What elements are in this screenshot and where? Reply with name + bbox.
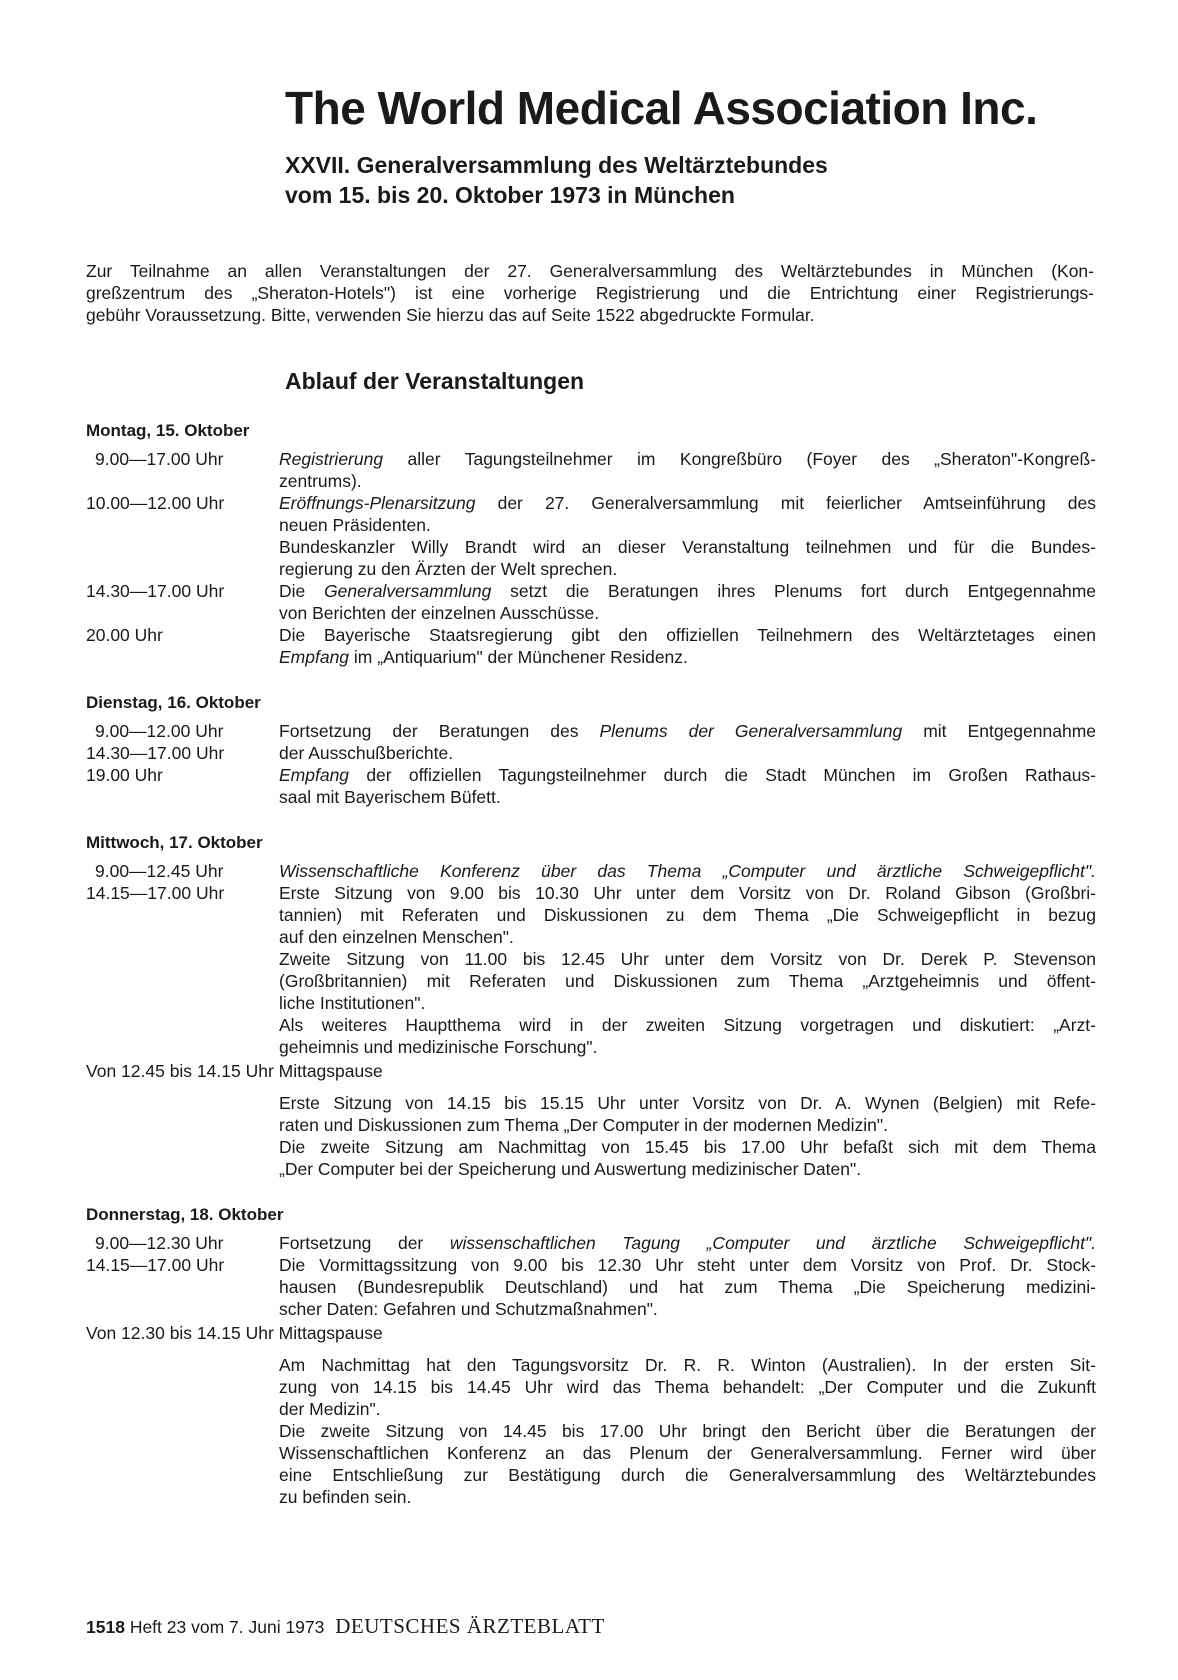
page-title: The World Medical Association Inc. <box>285 82 1038 134</box>
event-description <box>279 580 1096 624</box>
event-text: der Ausschußberichte. <box>279 743 454 763</box>
event-text: Die zweite Sitzung von 14.45 bis 17.00 Uhr bringt den Bericht über die Beratungen der <box>279 1421 1096 1441</box>
event-text: Wissenschaftlichen Konferenz an das Plenum der Generalversammlung. Ferner wird über <box>279 1443 1096 1463</box>
intro-paragraph <box>86 260 1094 326</box>
day-wednesday <box>86 832 1096 1180</box>
event-text: der 27. Generalversammlung mit feierlicher Amtseinführung des <box>475 493 1096 513</box>
event-emphasis: wissenschaftlichen Tagung „Computer und ärztliche Schweigepflicht". <box>449 1233 1096 1253</box>
time-slot-morning: 9.00—12.30 Uhr <box>95 1233 224 1253</box>
event-text: Am Nachmittag hat den Tagungsvorsitz Dr. R. R. Winton (Australien). In der ersten Sit- <box>279 1355 1096 1375</box>
event-text: Bundeskanzler Willy Brandt wird an dieser Veranstaltung teilnehmen und für die Bundes- <box>279 537 1096 557</box>
event-text: raten und Diskussionen zum Thema „Der Computer in der modernen Medizin". <box>279 1115 888 1135</box>
day-heading: Dienstag, 16. Oktober <box>86 693 261 712</box>
page-footer <box>86 1614 605 1639</box>
time-slot: 20.00 Uhr <box>86 625 163 645</box>
event-description <box>279 860 1096 1058</box>
event-text: im „Antiquarium" der Münchener Residenz. <box>349 647 688 667</box>
event-text: aller Tagungsteilnehmer im Kongreßbüro (Foyer des „Sheraton"-Kongreß- <box>383 449 1096 469</box>
event-emphasis: Eröffnungs-Plenarsitzung <box>279 493 476 513</box>
event-text: tannien) mit Referaten und Diskussionen zu dem Thema „Die Schweigepflicht in bezug <box>279 905 1096 925</box>
event-description <box>279 764 1096 808</box>
day-heading: Mittwoch, 17. Oktober <box>86 833 263 852</box>
issue-info: Heft 23 vom 7. Juni 1973 <box>129 1617 325 1637</box>
event-emphasis: Empfang <box>279 765 350 785</box>
event-text: „Der Computer bei der Speicherung und Auswertung medizinischer Daten". <box>279 1159 862 1179</box>
time-slot: 19.00 Uhr <box>86 765 163 785</box>
event-text: auf den einzelnen Menschen". <box>279 927 514 947</box>
event-description <box>279 1092 1096 1180</box>
event-text: setzt die Beratungen ihres Plenums fort durch Entgegennahme <box>491 581 1097 601</box>
day-heading: Donnerstag, 18. Oktober <box>86 1205 284 1224</box>
event-text: Zweite Sitzung von 11.00 bis 12.45 Uhr unter dem Vorsitz von Dr. Derek P. Stevenson <box>279 949 1096 969</box>
schedule-row <box>86 624 1096 668</box>
event-description <box>279 624 1096 668</box>
event-text: Erste Sitzung von 9.00 bis 10.30 Uhr unter dem Vorsitz von Dr. Roland Gibson (Großbri- <box>279 883 1096 903</box>
day-tuesday <box>86 692 1096 808</box>
time-slot-afternoon: 14.15—17.00 Uhr <box>86 1255 225 1275</box>
intro-line: Zur Teilnahme an allen Veranstaltungen der 27. Generalversammlung des Weltärztebundes in München (Kon- <box>86 261 1094 281</box>
page-subtitle <box>285 150 828 210</box>
event-emphasis: Wissenschaftliche Konferenz über das Thema „Computer und ärztliche Schweigepflicht". <box>279 861 1096 881</box>
event-text: Als weiteres Hauptthema wird in der zweiten Sitzung vorgetragen und diskutiert: „Arzt- <box>279 1015 1096 1035</box>
event-text: Fortsetzung der Beratungen des <box>279 721 600 741</box>
time-slot-afternoon: 14.15—17.00 Uhr <box>86 883 225 903</box>
event-description <box>279 1354 1096 1508</box>
schedule-row <box>86 860 1096 1058</box>
lunch-break: Von 12.45 bis 14.15 Uhr Mittagspause <box>86 1061 383 1081</box>
event-text: Die zweite Sitzung am Nachmittag von 15.45 bis 17.00 Uhr befaßt sich mit dem Thema <box>279 1137 1096 1157</box>
event-emphasis: Generalversammlung <box>324 581 492 601</box>
event-text: der offiziellen Tagungsteilnehmer durch die Stadt München im Großen Rathaus- <box>349 765 1096 785</box>
event-description <box>279 1232 1096 1320</box>
event-text: Fortsetzung der <box>279 1233 450 1253</box>
event-text: Die <box>279 581 325 601</box>
event-text: von Berichten der einzelnen Ausschüsse. <box>279 603 600 623</box>
event-text: (Großbritannien) mit Referaten und Diskussionen zum Thema „Arztgeheimnis und öffent- <box>279 971 1096 991</box>
time-slot <box>86 1232 279 1320</box>
event-text: zung von 14.15 bis 14.45 Uhr wird das Thema behandelt: „Der Computer und die Zukunft <box>279 1377 1096 1397</box>
event-description <box>279 448 1096 492</box>
event-text: mit Entgegennahme <box>902 721 1097 741</box>
event-text: zu befinden sein. <box>279 1487 412 1507</box>
time-slot: 9.00—17.00 Uhr <box>95 449 224 469</box>
event-text: der Medizin". <box>279 1399 381 1419</box>
day-monday <box>86 420 1096 668</box>
event-text: eine Entschließung zur Bestätigung durch die Generalversammlung des Weltärztebundes <box>279 1465 1096 1485</box>
subtitle-line: vom 15. bis 20. Oktober 1973 in München <box>285 182 735 208</box>
schedule-row <box>86 448 1096 492</box>
event-text: scher Daten: Gefahren und Schutzmaßnahmen". <box>279 1299 658 1319</box>
time-slot <box>86 720 279 764</box>
time-slot-morning: 9.00—12.00 Uhr <box>95 721 224 741</box>
schedule-row <box>86 492 1096 580</box>
event-emphasis: Registrierung <box>279 449 384 469</box>
event-text: Die Bayerische Staatsregierung gibt den offiziellen Teilnehmern des Weltärztetages einen <box>279 625 1096 645</box>
event-emphasis: Empfang <box>279 647 350 667</box>
time-slot-morning: 9.00—12.45 Uhr <box>95 861 224 881</box>
subtitle-line: XXVII. Generalversammlung des Weltärztebundes <box>285 152 828 178</box>
intro-line: gebühr Voraussetzung. Bitte, verwenden Sie hierzu das auf Seite 1522 abgedruckte Formular. <box>86 305 815 325</box>
event-text: liche Institutionen". <box>279 993 426 1013</box>
time-slot: 14.30—17.00 Uhr <box>86 581 225 601</box>
schedule-row <box>86 580 1096 624</box>
schedule-row <box>86 764 1096 808</box>
schedule <box>86 420 1096 1532</box>
schedule-row <box>86 1232 1096 1320</box>
day-thursday <box>86 1204 1096 1508</box>
schedule-row <box>86 720 1096 764</box>
event-text: neuen Präsidenten. <box>279 515 431 535</box>
event-description <box>279 720 1096 764</box>
magazine-name: DEUTSCHES ÄRZTEBLATT <box>335 1614 605 1638</box>
event-emphasis: Plenums der Generalversammlung <box>599 721 903 741</box>
event-text: hausen (Bundesrepublik Deutschland) und hat zum Thema „Die Speicherung medizini- <box>279 1277 1096 1297</box>
event-text: regierung zu den Ärzten der Welt sprechen. <box>279 559 618 579</box>
time-slot-afternoon: 14.30—17.00 Uhr <box>86 743 225 763</box>
event-text: Die Vormittagssitzung von 9.00 bis 12.30 Uhr steht unter dem Vorsitz von Prof. Dr. Stock- <box>279 1255 1096 1275</box>
event-text: Erste Sitzung von 14.15 bis 15.15 Uhr unter Vorsitz von Dr. A. Wynen (Belgien) mit Refe- <box>279 1093 1096 1113</box>
section-title: Ablauf der Veranstaltungen <box>285 368 585 394</box>
time-slot <box>86 860 279 1058</box>
intro-line: greßzentrum des „Sheraton-Hotels") ist eine vorherige Registrierung und die Entrichtung einer Registrierungs- <box>86 283 1094 303</box>
day-heading: Montag, 15. Oktober <box>86 421 250 440</box>
page-number: 1518 <box>86 1617 125 1637</box>
time-slot: 10.00—12.00 Uhr <box>86 493 225 513</box>
lunch-break: Von 12.30 bis 14.15 Uhr Mittagspause <box>86 1323 383 1343</box>
event-description <box>279 492 1096 580</box>
event-text: saal mit Bayerischem Büfett. <box>279 787 501 807</box>
event-text: zentrums). <box>279 471 362 491</box>
event-text: geheimnis und medizinische Forschung". <box>279 1037 598 1057</box>
